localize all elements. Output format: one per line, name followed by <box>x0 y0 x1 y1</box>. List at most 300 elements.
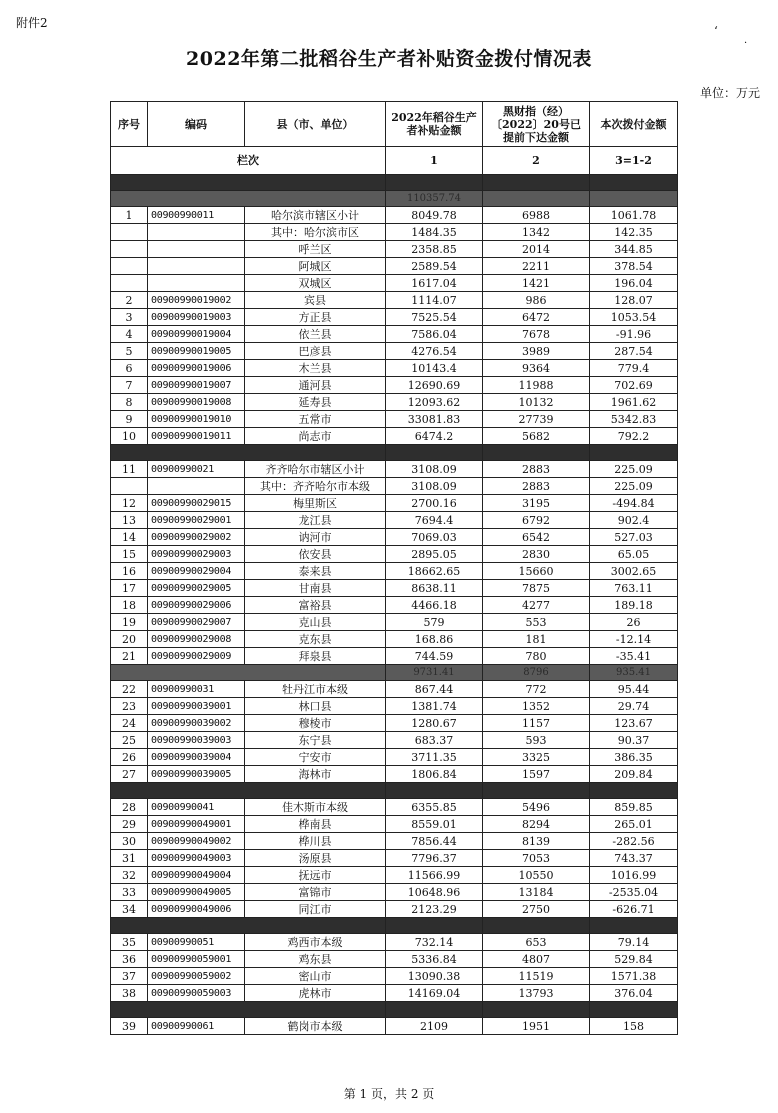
subtotal-prior <box>483 918 590 934</box>
table-row <box>111 698 678 715</box>
cell-code: 00900990041 <box>148 799 245 816</box>
table-row <box>111 1018 678 1035</box>
cell-code: 00900990029015 <box>148 495 245 512</box>
cell-county: 鹤岗市本级 <box>245 1018 386 1035</box>
subtotal-label <box>111 665 386 681</box>
subtotal-total: 9731.41 <box>386 665 483 681</box>
cell-county: 阿城区 <box>245 258 386 275</box>
cell-county: 克东县 <box>245 631 386 648</box>
cell-amount: 29.74 <box>590 698 678 715</box>
table-row <box>111 275 678 292</box>
subtotal-prior: 8796 <box>483 665 590 681</box>
cell-code: 00900990021 <box>148 461 245 478</box>
cell-amount: 386.35 <box>590 749 678 766</box>
cell-county: 方正县 <box>245 309 386 326</box>
cell-code: 00900990049001 <box>148 816 245 833</box>
cell-seq: 34 <box>111 901 148 918</box>
cell-code: 00900990051 <box>148 934 245 951</box>
cell-total: 2895.05 <box>386 546 483 563</box>
table-row <box>111 326 678 343</box>
cell-amount: 376.04 <box>590 985 678 1002</box>
cell-county: 延寿县 <box>245 394 386 411</box>
header-seq: 序号 <box>111 102 148 147</box>
cell-seq <box>111 224 148 241</box>
cell-code <box>148 275 245 292</box>
table-row <box>111 258 678 275</box>
header-county: 县（市、单位） <box>245 102 386 147</box>
stray-mark: ʻ <box>714 24 718 38</box>
subtotal-prior <box>483 191 590 207</box>
cell-amount: -494.84 <box>590 495 678 512</box>
table-row <box>111 495 678 512</box>
cell-seq: 30 <box>111 833 148 850</box>
cell-total: 4276.54 <box>386 343 483 360</box>
cell-total: 7796.37 <box>386 850 483 867</box>
cell-total: 2589.54 <box>386 258 483 275</box>
cell-code: 00900990019006 <box>148 360 245 377</box>
cell-seq: 4 <box>111 326 148 343</box>
cell-total: 2123.29 <box>386 901 483 918</box>
subtotal-total: 110357.74 <box>386 191 483 207</box>
cell-code <box>148 241 245 258</box>
cell-seq: 26 <box>111 749 148 766</box>
cell-amount: 65.05 <box>590 546 678 563</box>
cell-county: 甘南县 <box>245 580 386 597</box>
cell-county: 拜泉县 <box>245 648 386 665</box>
cell-county: 尚志市 <box>245 428 386 445</box>
cell-prior: 5496 <box>483 799 590 816</box>
cell-seq: 13 <box>111 512 148 529</box>
cell-prior: 6472 <box>483 309 590 326</box>
cell-seq <box>111 258 148 275</box>
cell-seq: 16 <box>111 563 148 580</box>
cell-total: 8638.11 <box>386 580 483 597</box>
table-row <box>111 224 678 241</box>
cell-prior: 4277 <box>483 597 590 614</box>
cell-prior: 2883 <box>483 461 590 478</box>
subtotal-row <box>111 445 678 461</box>
cell-total: 867.44 <box>386 681 483 698</box>
cell-county: 通河县 <box>245 377 386 394</box>
table-row <box>111 597 678 614</box>
cell-code: 00900990049002 <box>148 833 245 850</box>
cell-total: 33081.83 <box>386 411 483 428</box>
header-total: 2022年稻谷生产者补贴金额 <box>386 102 483 147</box>
cell-county: 海林市 <box>245 766 386 783</box>
cell-county: 讷河市 <box>245 529 386 546</box>
cell-county: 宁安市 <box>245 749 386 766</box>
cell-prior: 7053 <box>483 850 590 867</box>
subtotal-row <box>111 665 678 681</box>
cell-code: 00900990049006 <box>148 901 245 918</box>
cell-seq: 6 <box>111 360 148 377</box>
subtotal-total <box>386 783 483 799</box>
cell-total: 1280.67 <box>386 715 483 732</box>
cell-county: 梅里斯区 <box>245 495 386 512</box>
cell-total: 732.14 <box>386 934 483 951</box>
cell-amount: 209.84 <box>590 766 678 783</box>
cell-code: 00900990019008 <box>148 394 245 411</box>
cell-county: 虎林市 <box>245 985 386 1002</box>
table-row <box>111 529 678 546</box>
subtotal-row <box>111 1002 678 1018</box>
cell-code: 00900990011 <box>148 207 245 224</box>
header-code: 编码 <box>148 102 245 147</box>
table-row <box>111 614 678 631</box>
cell-amount: 3002.65 <box>590 563 678 580</box>
cell-total: 18662.65 <box>386 563 483 580</box>
cell-total: 13090.38 <box>386 968 483 985</box>
attachment-label: 附件2 <box>16 16 48 30</box>
subtotal-amount <box>590 1002 678 1018</box>
cell-amount: 142.35 <box>590 224 678 241</box>
subtotal-row <box>111 918 678 934</box>
cell-code: 00900990049004 <box>148 867 245 884</box>
cell-total: 7586.04 <box>386 326 483 343</box>
cell-county: 鸡西市本级 <box>245 934 386 951</box>
cell-code: 00900990019003 <box>148 309 245 326</box>
cell-seq: 25 <box>111 732 148 749</box>
subtotal-total <box>386 445 483 461</box>
cell-county: 东宁县 <box>245 732 386 749</box>
cell-amount: -282.56 <box>590 833 678 850</box>
stray-mark: · <box>744 38 748 49</box>
cell-prior: 2211 <box>483 258 590 275</box>
subtotal-amount <box>590 783 678 799</box>
cell-seq: 5 <box>111 343 148 360</box>
subtotal-label <box>111 175 386 191</box>
cell-amount: 90.37 <box>590 732 678 749</box>
cell-code: 00900990039001 <box>148 698 245 715</box>
cell-prior: 2883 <box>483 478 590 495</box>
table-row <box>111 631 678 648</box>
cell-code: 00900990029008 <box>148 631 245 648</box>
page-title: 2022年第二批稻谷生产者补贴资金拨付情况表 <box>186 48 592 70</box>
cell-total: 8559.01 <box>386 816 483 833</box>
cell-seq: 22 <box>111 681 148 698</box>
cell-amount: 792.2 <box>590 428 678 445</box>
cell-code: 00900990029003 <box>148 546 245 563</box>
cell-code: 00900990019005 <box>148 343 245 360</box>
cell-seq: 27 <box>111 766 148 783</box>
cell-amount: 1053.54 <box>590 309 678 326</box>
table-row <box>111 309 678 326</box>
cell-prior: 10132 <box>483 394 590 411</box>
cell-seq: 14 <box>111 529 148 546</box>
cell-prior: 4807 <box>483 951 590 968</box>
cell-prior: 27739 <box>483 411 590 428</box>
cell-seq: 23 <box>111 698 148 715</box>
cell-total: 14169.04 <box>386 985 483 1002</box>
cell-code: 00900990029006 <box>148 597 245 614</box>
cell-code <box>148 224 245 241</box>
column-index-2: 2 <box>483 147 590 175</box>
cell-amount: 5342.83 <box>590 411 678 428</box>
table-row <box>111 546 678 563</box>
subtotal-prior <box>483 783 590 799</box>
cell-total: 744.59 <box>386 648 483 665</box>
cell-seq: 35 <box>111 934 148 951</box>
cell-county: 克山县 <box>245 614 386 631</box>
table-row <box>111 207 678 224</box>
header-prior: 黑财指（经）〔2022〕20号已提前下达金额 <box>483 102 590 147</box>
cell-county: 五常市 <box>245 411 386 428</box>
cell-total: 1381.74 <box>386 698 483 715</box>
cell-amount: 95.44 <box>590 681 678 698</box>
cell-prior: 3325 <box>483 749 590 766</box>
cell-prior: 986 <box>483 292 590 309</box>
cell-prior: 1951 <box>483 1018 590 1035</box>
cell-code: 00900990031 <box>148 681 245 698</box>
cell-seq: 37 <box>111 968 148 985</box>
cell-total: 10143.4 <box>386 360 483 377</box>
subtotal-prior <box>483 445 590 461</box>
cell-amount: 1061.78 <box>590 207 678 224</box>
cell-amount: 702.69 <box>590 377 678 394</box>
cell-amount: 344.85 <box>590 241 678 258</box>
subtotal-label <box>111 1002 386 1018</box>
cell-seq: 20 <box>111 631 148 648</box>
cell-prior: 11988 <box>483 377 590 394</box>
cell-seq: 31 <box>111 850 148 867</box>
cell-seq: 11 <box>111 461 148 478</box>
subtotal-amount: 935.41 <box>590 665 678 681</box>
table-body <box>111 175 678 1035</box>
cell-amount: 128.07 <box>590 292 678 309</box>
cell-amount: 196.04 <box>590 275 678 292</box>
cell-prior: 11519 <box>483 968 590 985</box>
cell-amount: 763.11 <box>590 580 678 597</box>
subtotal-total <box>386 1002 483 1018</box>
cell-prior: 10550 <box>483 867 590 884</box>
subtotal-label <box>111 783 386 799</box>
table-row <box>111 985 678 1002</box>
cell-amount: -91.96 <box>590 326 678 343</box>
cell-code: 00900990029009 <box>148 648 245 665</box>
cell-county: 巴彦县 <box>245 343 386 360</box>
cell-prior: 1157 <box>483 715 590 732</box>
cell-code: 00900990039003 <box>148 732 245 749</box>
cell-code: 00900990049003 <box>148 850 245 867</box>
cell-county: 鸡东县 <box>245 951 386 968</box>
cell-amount: 26 <box>590 614 678 631</box>
page-footer: 第 1 页，共 2 页 <box>343 1087 435 1101</box>
cell-prior: 7875 <box>483 580 590 597</box>
cell-prior: 1421 <box>483 275 590 292</box>
cell-prior: 6542 <box>483 529 590 546</box>
cell-county: 龙江县 <box>245 512 386 529</box>
cell-amount: 902.4 <box>590 512 678 529</box>
cell-total: 1617.04 <box>386 275 483 292</box>
cell-total: 8049.78 <box>386 207 483 224</box>
cell-total: 1114.07 <box>386 292 483 309</box>
table-row <box>111 394 678 411</box>
table-row <box>111 478 678 495</box>
cell-amount: 287.54 <box>590 343 678 360</box>
cell-county: 呼兰区 <box>245 241 386 258</box>
table-row <box>111 512 678 529</box>
cell-county: 桦川县 <box>245 833 386 850</box>
cell-total: 7069.03 <box>386 529 483 546</box>
subtotal-row <box>111 191 678 207</box>
cell-county: 汤原县 <box>245 850 386 867</box>
cell-total: 5336.84 <box>386 951 483 968</box>
cell-total: 579 <box>386 614 483 631</box>
cell-code: 00900990059001 <box>148 951 245 968</box>
header-this: 本次拨付金额 <box>590 102 678 147</box>
cell-code: 00900990049005 <box>148 884 245 901</box>
cell-code: 00900990019011 <box>148 428 245 445</box>
cell-county: 同江市 <box>245 901 386 918</box>
column-index-row <box>111 147 678 175</box>
cell-amount: -2535.04 <box>590 884 678 901</box>
cell-total: 683.37 <box>386 732 483 749</box>
cell-prior: 553 <box>483 614 590 631</box>
cell-prior: 13793 <box>483 985 590 1002</box>
cell-total: 3711.35 <box>386 749 483 766</box>
cell-seq: 10 <box>111 428 148 445</box>
cell-amount: 1571.38 <box>590 968 678 985</box>
cell-county: 穆棱市 <box>245 715 386 732</box>
cell-amount: 779.4 <box>590 360 678 377</box>
cell-prior: 8294 <box>483 816 590 833</box>
cell-seq <box>111 275 148 292</box>
table-row <box>111 968 678 985</box>
cell-code: 00900990061 <box>148 1018 245 1035</box>
cell-prior: 15660 <box>483 563 590 580</box>
cell-seq <box>111 478 148 495</box>
cell-county: 其中：齐齐哈尔市本级 <box>245 478 386 495</box>
table-row <box>111 934 678 951</box>
cell-code: 00900990019004 <box>148 326 245 343</box>
table-row <box>111 884 678 901</box>
cell-county: 密山市 <box>245 968 386 985</box>
cell-prior: 5682 <box>483 428 590 445</box>
table-row <box>111 343 678 360</box>
cell-prior: 181 <box>483 631 590 648</box>
cell-code: 00900990019007 <box>148 377 245 394</box>
subtotal-amount <box>590 175 678 191</box>
table-row <box>111 850 678 867</box>
cell-code: 00900990029002 <box>148 529 245 546</box>
cell-total: 6355.85 <box>386 799 483 816</box>
cell-code: 00900990029001 <box>148 512 245 529</box>
table-row <box>111 901 678 918</box>
cell-amount: 189.18 <box>590 597 678 614</box>
subtotal-total <box>386 918 483 934</box>
cell-prior: 7678 <box>483 326 590 343</box>
cell-prior: 1597 <box>483 766 590 783</box>
cell-code: 00900990039005 <box>148 766 245 783</box>
column-index-3: 3=1-2 <box>590 147 678 175</box>
cell-prior: 9364 <box>483 360 590 377</box>
cell-amount: 527.03 <box>590 529 678 546</box>
cell-seq: 32 <box>111 867 148 884</box>
table-row <box>111 377 678 394</box>
cell-amount: -626.71 <box>590 901 678 918</box>
cell-prior: 2014 <box>483 241 590 258</box>
cell-code: 00900990059003 <box>148 985 245 1002</box>
table-row <box>111 241 678 258</box>
subsidy-table <box>110 101 678 1035</box>
cell-amount: 529.84 <box>590 951 678 968</box>
table-row <box>111 715 678 732</box>
cell-amount: 743.37 <box>590 850 678 867</box>
cell-amount: 859.85 <box>590 799 678 816</box>
cell-county: 哈尔滨市辖区小计 <box>245 207 386 224</box>
cell-total: 2109 <box>386 1018 483 1035</box>
cell-total: 10648.96 <box>386 884 483 901</box>
cell-county: 桦南县 <box>245 816 386 833</box>
cell-seq: 21 <box>111 648 148 665</box>
table-row <box>111 749 678 766</box>
cell-county: 泰来县 <box>245 563 386 580</box>
cell-county: 宾县 <box>245 292 386 309</box>
column-index-label: 栏次 <box>111 147 386 175</box>
cell-total: 2358.85 <box>386 241 483 258</box>
table-row <box>111 461 678 478</box>
cell-total: 11566.99 <box>386 867 483 884</box>
cell-prior: 3195 <box>483 495 590 512</box>
cell-total: 6474.2 <box>386 428 483 445</box>
cell-prior: 3989 <box>483 343 590 360</box>
cell-total: 12690.69 <box>386 377 483 394</box>
cell-code: 00900990029004 <box>148 563 245 580</box>
cell-county: 富裕县 <box>245 597 386 614</box>
cell-total: 7856.44 <box>386 833 483 850</box>
subtotal-label <box>111 191 386 207</box>
cell-county: 佳木斯市本级 <box>245 799 386 816</box>
cell-amount: 265.01 <box>590 816 678 833</box>
cell-seq: 1 <box>111 207 148 224</box>
cell-prior: 653 <box>483 934 590 951</box>
cell-county: 依兰县 <box>245 326 386 343</box>
subtotal-prior <box>483 1002 590 1018</box>
cell-code: 00900990029007 <box>148 614 245 631</box>
cell-amount: 158 <box>590 1018 678 1035</box>
cell-seq: 38 <box>111 985 148 1002</box>
cell-prior: 780 <box>483 648 590 665</box>
column-index-1: 1 <box>386 147 483 175</box>
cell-prior: 8139 <box>483 833 590 850</box>
cell-county: 双城区 <box>245 275 386 292</box>
table-row <box>111 563 678 580</box>
table-row <box>111 732 678 749</box>
cell-county: 木兰县 <box>245 360 386 377</box>
table-row <box>111 799 678 816</box>
cell-code: 00900990019010 <box>148 411 245 428</box>
cell-prior: 6792 <box>483 512 590 529</box>
cell-total: 168.86 <box>386 631 483 648</box>
cell-prior: 6988 <box>483 207 590 224</box>
cell-amount: 378.54 <box>590 258 678 275</box>
cell-code: 00900990029005 <box>148 580 245 597</box>
cell-amount: -12.14 <box>590 631 678 648</box>
cell-amount: -35.41 <box>590 648 678 665</box>
cell-amount: 1961.62 <box>590 394 678 411</box>
cell-code <box>148 258 245 275</box>
cell-seq: 39 <box>111 1018 148 1035</box>
table-row <box>111 833 678 850</box>
cell-county: 其中：哈尔滨市区 <box>245 224 386 241</box>
cell-seq: 15 <box>111 546 148 563</box>
cell-seq: 29 <box>111 816 148 833</box>
cell-seq: 9 <box>111 411 148 428</box>
cell-seq <box>111 241 148 258</box>
cell-code: 00900990019002 <box>148 292 245 309</box>
cell-seq: 2 <box>111 292 148 309</box>
cell-prior: 13184 <box>483 884 590 901</box>
